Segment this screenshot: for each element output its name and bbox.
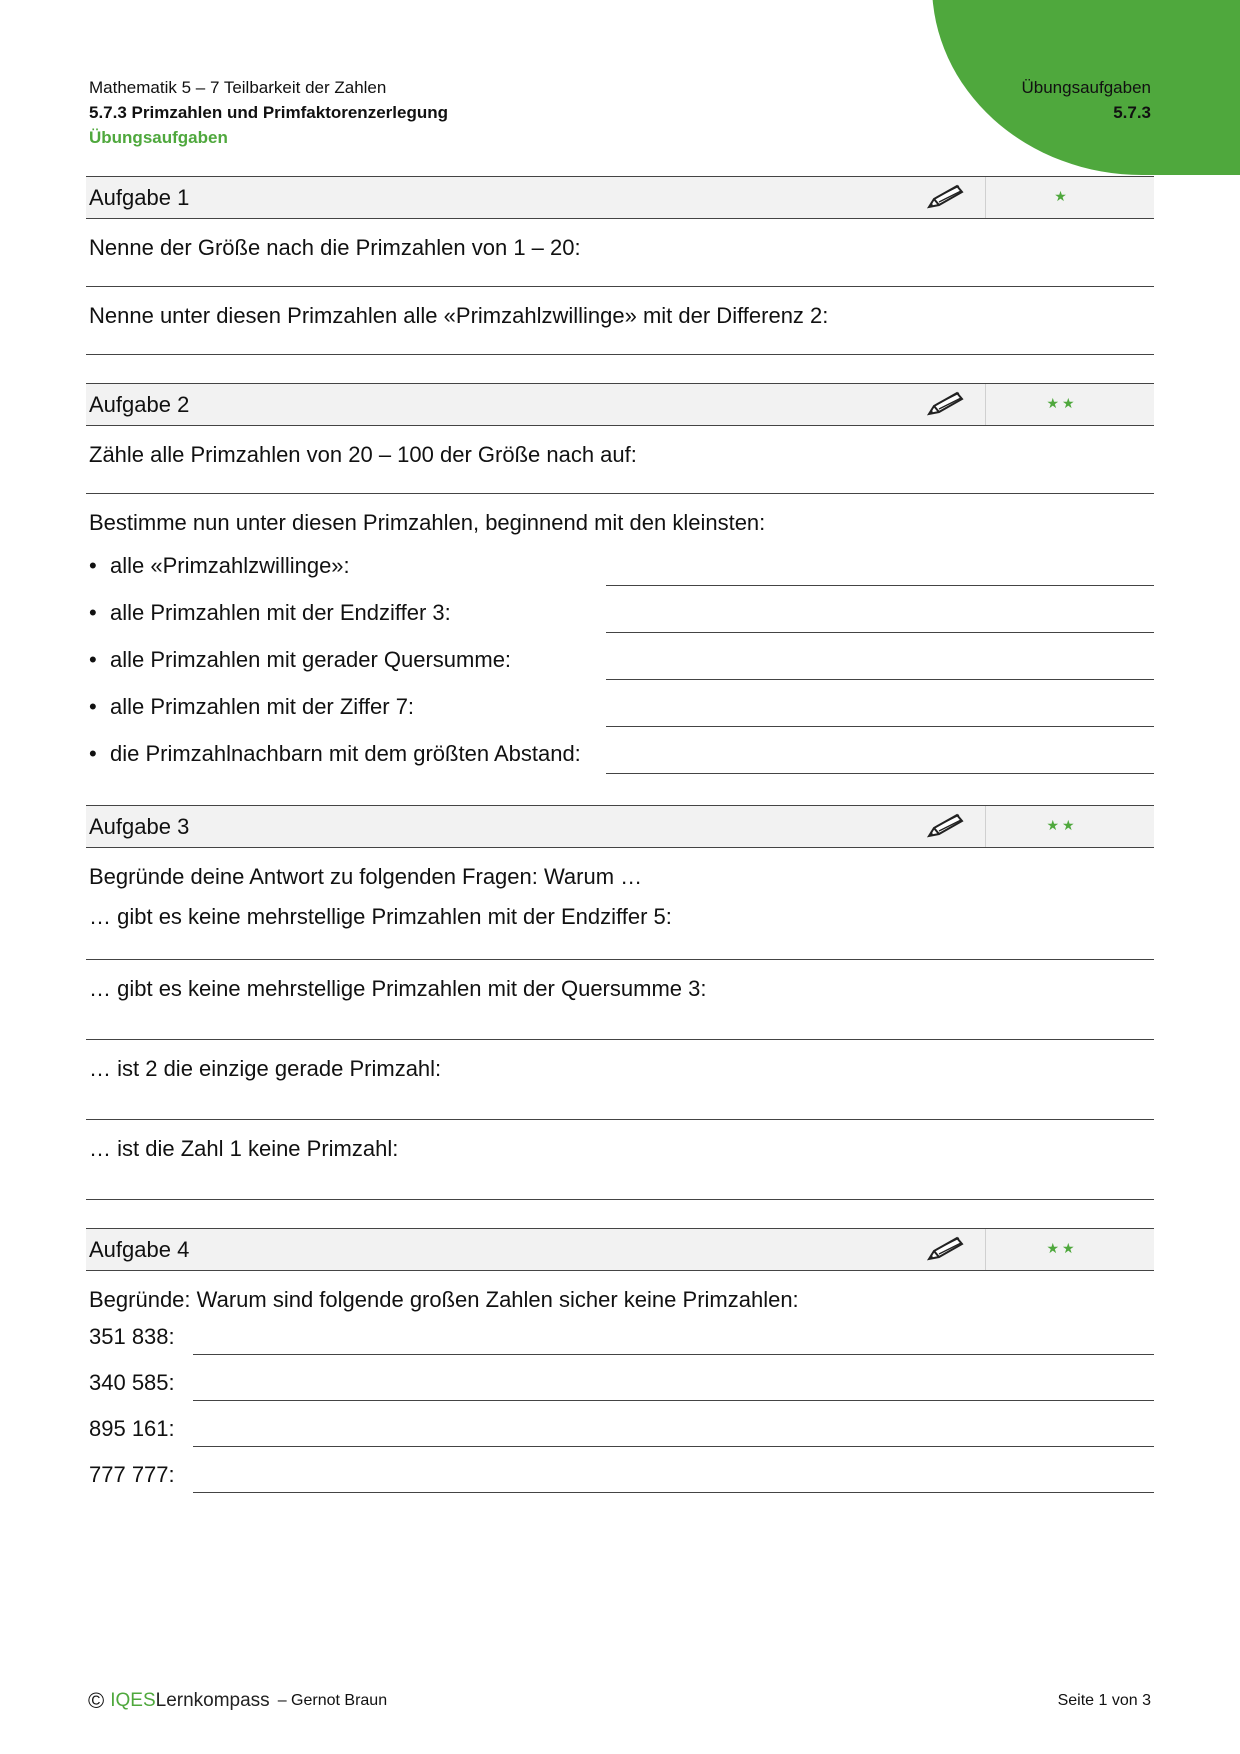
- bullet-item: [86, 731, 1154, 778]
- answer-line[interactable]: [606, 726, 1154, 727]
- answer-line[interactable]: [193, 1446, 1154, 1447]
- answer-line[interactable]: [193, 1354, 1154, 1355]
- question-text: Zähle alle Primzahlen von 20 – 100 der Größe nach auf:: [86, 426, 1154, 494]
- question-text: … ist 2 die einzige gerade Primzahl:: [86, 1040, 1154, 1120]
- bullet-label: die Primzahlnachbarn mit dem größten Abstand:: [110, 741, 581, 766]
- question-intro: Begründe: Warum sind folgende großen Zahlen sicher keine Primzahlen:: [89, 1287, 799, 1312]
- answer-line[interactable]: [606, 632, 1154, 633]
- question-text: Nenne der Größe nach die Primzahlen von 1 – 20:: [86, 219, 1154, 287]
- pencil-icon: [926, 390, 966, 418]
- pencil-icon: [926, 812, 966, 840]
- task-title: Aufgabe 4: [89, 1237, 190, 1262]
- answer-line[interactable]: [606, 679, 1154, 680]
- difficulty-cell: [985, 806, 1138, 847]
- pencil-icon: [926, 183, 966, 211]
- bullet-label: alle «Primzahlzwillinge»:: [110, 553, 350, 578]
- task-header-1: [86, 176, 1154, 219]
- bullet-item: [86, 684, 1154, 731]
- number-item: [86, 1360, 1154, 1406]
- bullet-item: [86, 590, 1154, 637]
- page-number: Seite 1 von 3: [1057, 1692, 1151, 1709]
- difficulty-cell: [985, 384, 1138, 425]
- section-number: 5.7.3: [1113, 103, 1151, 122]
- bullet-label: alle Primzahlen mit gerader Quersumme:: [110, 647, 512, 672]
- answer-line[interactable]: [606, 585, 1154, 586]
- number-label: 777 777:: [89, 1462, 175, 1487]
- chapter-title: 5.7.3 Primzahlen und Primfaktorenzerlegung: [89, 103, 448, 122]
- bullet-icon: •: [89, 741, 97, 766]
- subject-line: Mathematik 5 – 7 Teilbarkeit der Zahlen: [89, 78, 387, 97]
- bullet-item: [86, 637, 1154, 684]
- page-footer-left: [88, 1688, 387, 1714]
- difficulty-stars: ★★: [1046, 395, 1078, 411]
- pencil-icon: [926, 1235, 966, 1263]
- page-header-left: [89, 75, 448, 150]
- page-header-right: [1021, 75, 1151, 125]
- section-type: Übungsaufgaben: [1021, 78, 1151, 97]
- question-text: … ist die Zahl 1 keine Primzahl:: [86, 1120, 1154, 1200]
- bullet-icon: •: [89, 600, 97, 625]
- difficulty-stars: ★★: [1046, 1240, 1078, 1256]
- answer-line[interactable]: [193, 1400, 1154, 1401]
- difficulty-stars: ★★: [1046, 817, 1078, 833]
- question-text: Nenne unter diesen Primzahlen alle «Primzahlzwillinge» mit der Differenz 2:: [86, 287, 1154, 355]
- task-header-2: [86, 383, 1154, 426]
- task-header-3: [86, 805, 1154, 848]
- bullet-icon: •: [89, 647, 97, 672]
- brand-logo-part2: Lernkompass: [155, 1690, 270, 1711]
- question-intro: Bestimme nun unter diesen Primzahlen, beginnend mit den kleinsten:: [89, 510, 766, 535]
- bullet-icon: •: [89, 694, 97, 719]
- number-label: 895 161:: [89, 1416, 175, 1441]
- number-label: 351 838:: [89, 1324, 175, 1349]
- bullet-label: alle Primzahlen mit der Ziffer 7:: [110, 694, 415, 719]
- author-name: – Gernot Braun: [277, 1692, 388, 1709]
- number-item: [86, 1314, 1154, 1360]
- bullet-item: [86, 543, 1154, 590]
- question-text: … gibt es keine mehrstellige Primzahlen mit der Quersumme 3:: [86, 960, 1154, 1040]
- number-item: [86, 1406, 1154, 1452]
- question-text: … gibt es keine mehrstellige Primzahlen mit der Endziffer 5:: [86, 897, 1154, 960]
- answer-line[interactable]: [193, 1492, 1154, 1493]
- number-item: [86, 1452, 1154, 1498]
- worksheet: [86, 176, 1154, 1498]
- brand-logo-part1: IQES: [110, 1690, 156, 1711]
- task-title: Aufgabe 1: [89, 185, 190, 210]
- section-label: Übungsaufgaben: [89, 128, 228, 147]
- task-header-4: [86, 1228, 1154, 1271]
- question-intro: Begründe deine Antwort zu folgenden Fragen: Warum …: [89, 864, 643, 889]
- difficulty-stars: ★: [1054, 188, 1070, 204]
- task-title: Aufgabe 2: [89, 392, 190, 417]
- bullet-icon: •: [89, 553, 97, 578]
- task-title: Aufgabe 3: [89, 814, 190, 839]
- bullet-label: alle Primzahlen mit der Endziffer 3:: [110, 600, 451, 625]
- copyright-icon: ©: [88, 1688, 105, 1713]
- difficulty-cell: [985, 177, 1138, 218]
- answer-line[interactable]: [606, 773, 1154, 774]
- difficulty-cell: [985, 1229, 1138, 1270]
- number-label: 340 585:: [89, 1370, 175, 1395]
